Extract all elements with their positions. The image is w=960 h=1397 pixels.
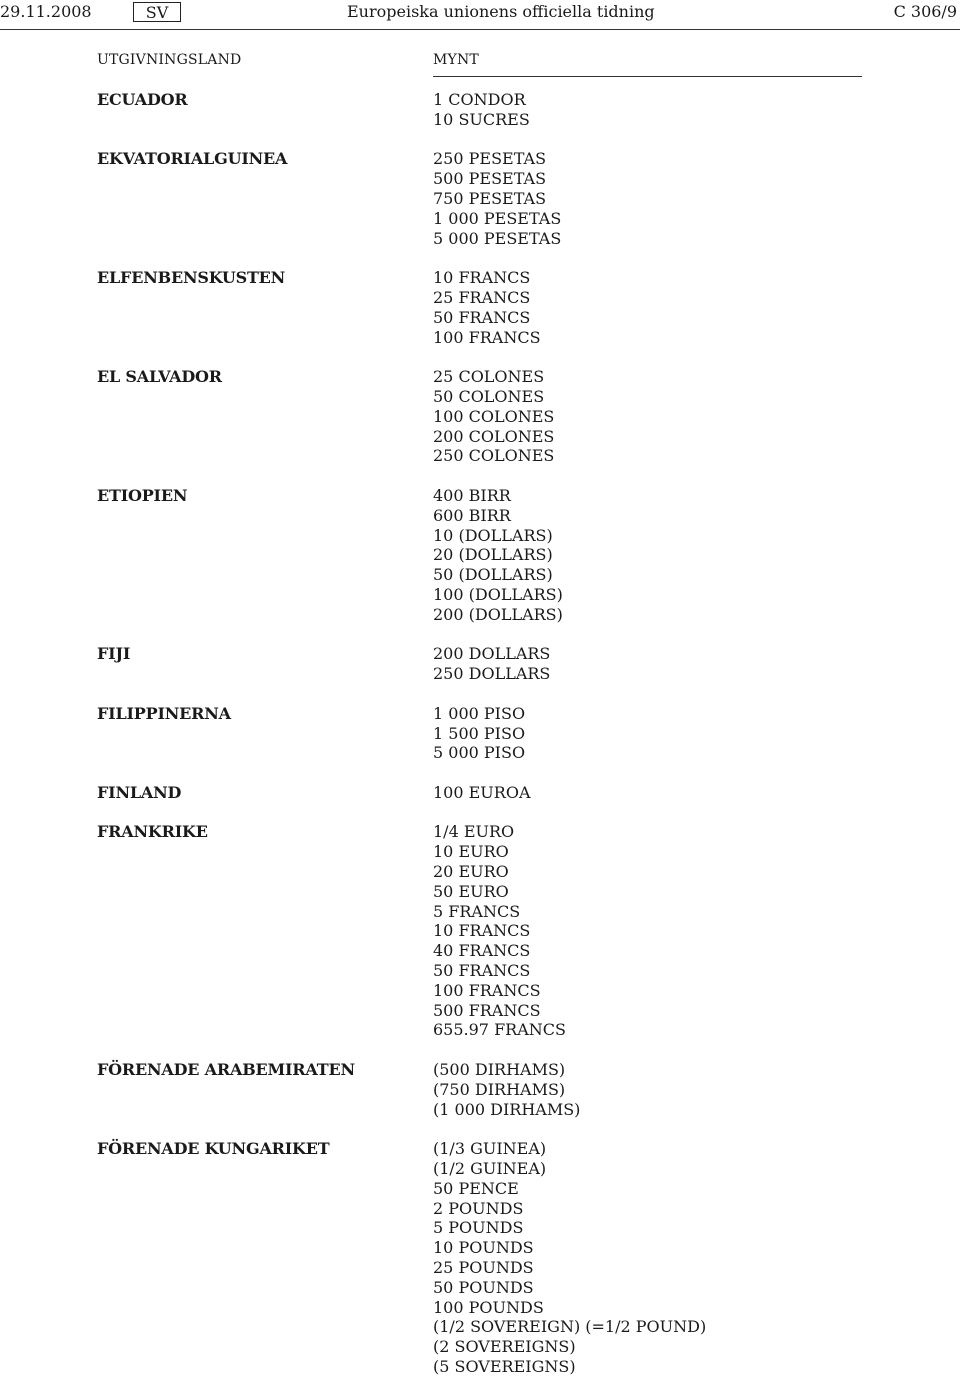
coin-denomination: 5 FRANCS [433, 901, 521, 921]
coin-list [433, 90, 530, 130]
coin-denomination: 5 POUNDS [433, 1218, 524, 1238]
coin-denomination: 1 500 PISO [433, 723, 526, 743]
country-name: FIJI [97, 644, 131, 664]
coin-denomination: 20 (DOLLARS) [433, 545, 553, 565]
table-row [97, 1060, 897, 1119]
coin-denomination: 1 CONDOR [433, 90, 526, 109]
coin-denomination: 200 COLONES [433, 426, 555, 446]
language-badge: SV [133, 2, 181, 22]
coin-list [433, 149, 561, 248]
coin-list [433, 783, 531, 803]
table-row [97, 644, 897, 684]
coin-denomination: 100 FRANCS [433, 327, 541, 347]
table-row [97, 704, 897, 763]
coin-denomination: 50 PENCE [433, 1178, 519, 1198]
country-name: EL SALVADOR [97, 367, 222, 387]
coin-denomination: (2 SOVEREIGNS) [433, 1337, 576, 1357]
coin-denomination: 10 EURO [433, 842, 509, 862]
coin-denomination: 50 POUNDS [433, 1277, 534, 1297]
coin-denomination: 10 (DOLLARS) [433, 525, 553, 545]
coin-list [433, 704, 525, 763]
coin-denomination: 50 EURO [433, 881, 509, 901]
coin-denomination: (1/3 GUINEA) [433, 1139, 547, 1159]
table-row [97, 486, 897, 625]
coin-denomination: (750 DIRHAMS) [433, 1079, 566, 1099]
coin-denomination: 25 FRANCS [433, 287, 531, 307]
country-name: ECUADOR [97, 90, 188, 109]
coin-denomination: 750 PESETAS [433, 188, 547, 208]
coin-denomination: 25 COLONES [433, 367, 545, 387]
coin-denomination: 1 000 PISO [433, 703, 526, 723]
coin-table [97, 90, 897, 1397]
coin-denomination: 20 EURO [433, 862, 509, 882]
coin-list [433, 1060, 580, 1119]
coin-denomination: 40 FRANCS [433, 941, 531, 961]
coin-denomination: 200 (DOLLARS) [433, 604, 563, 624]
coin-denomination: 10 FRANCS [433, 268, 531, 288]
coin-denomination: 50 FRANCS [433, 307, 531, 327]
coin-denomination: 2 POUNDS [433, 1198, 524, 1218]
table-row [97, 149, 897, 248]
page-reference: C 306/9 [893, 2, 957, 21]
coin-list [433, 367, 554, 466]
coin-denomination: (1/2 SOVEREIGN) (=1/2 POUND) [433, 1317, 707, 1337]
table-row [97, 1139, 897, 1377]
coin-denomination: 50 COLONES [433, 386, 545, 406]
coin-denomination: 100 POUNDS [433, 1297, 544, 1317]
table-row [97, 822, 897, 1040]
page-header [0, 0, 960, 30]
coin-denomination: 10 POUNDS [433, 1238, 534, 1258]
country-name: FRANKRIKE [97, 822, 208, 842]
coin-denomination: 250 PESETAS [433, 149, 547, 169]
coin-denomination: (500 DIRHAMS) [433, 1060, 566, 1080]
coin-denomination: 50 (DOLLARS) [433, 565, 553, 585]
coin-denomination: 100 FRANCS [433, 980, 541, 1000]
country-name: ETIOPIEN [97, 485, 188, 505]
coin-denomination: 10 SUCRES [433, 109, 530, 129]
coin-denomination: 250 DOLLARS [433, 664, 551, 684]
coin-denomination: 5 000 PISO [433, 743, 526, 763]
table-row [97, 268, 897, 347]
coin-denomination: 1 000 PESETAS [433, 208, 562, 228]
country-name: ELFENBENSKUSTEN [97, 268, 286, 288]
coin-denomination: 50 FRANCS [433, 961, 531, 981]
column-header-country: UTGIVNINGSLAND [97, 52, 242, 68]
coin-denomination: (1/2 GUINEA) [433, 1159, 547, 1179]
journal-title: Europeiska unionens officiella tidning [347, 2, 655, 21]
coin-list [433, 486, 563, 625]
coin-denomination: 25 POUNDS [433, 1258, 534, 1278]
coin-list [433, 1139, 706, 1377]
coin-denomination: 100 (DOLLARS) [433, 584, 563, 604]
coin-denomination: 655.97 FRANCS [433, 1020, 566, 1040]
coin-denomination: (5 SOVEREIGNS) [433, 1357, 576, 1376]
coin-denomination: 5 000 PESETAS [433, 228, 562, 248]
table-row [97, 90, 897, 130]
coin-denomination: 600 BIRR [433, 505, 511, 525]
table-row [97, 783, 897, 803]
coin-denomination: (1 000 DIRHAMS) [433, 1099, 581, 1119]
coin-denomination: 250 COLONES [433, 446, 555, 466]
country-name: FÖRENADE KUNGARIKET [97, 1139, 330, 1159]
table-row [97, 367, 897, 466]
country-name: FÖRENADE ARABEMIRATEN [97, 1060, 355, 1080]
coin-denomination: 200 DOLLARS [433, 644, 551, 664]
coin-denomination: 400 BIRR [433, 485, 511, 505]
coin-denomination: 500 FRANCS [433, 1000, 541, 1020]
coin-denomination: 500 PESETAS [433, 169, 547, 189]
coin-list [433, 268, 541, 347]
coin-list [433, 644, 550, 684]
coin-denomination: 1/4 EURO [433, 822, 515, 842]
coin-list [433, 822, 566, 1040]
publication-date: 29.11.2008 [0, 2, 92, 21]
column-header-rule [433, 76, 862, 77]
country-name: EKVATORIALGUINEA [97, 149, 288, 169]
coin-denomination: 10 FRANCS [433, 921, 531, 941]
country-name: FINLAND [97, 782, 182, 802]
coin-denomination: 100 COLONES [433, 406, 555, 426]
coin-denomination: 100 EUROA [433, 782, 531, 802]
country-name: FILIPPINERNA [97, 703, 231, 723]
column-header-coin: MYNT [433, 52, 479, 68]
header-rule [0, 29, 960, 30]
